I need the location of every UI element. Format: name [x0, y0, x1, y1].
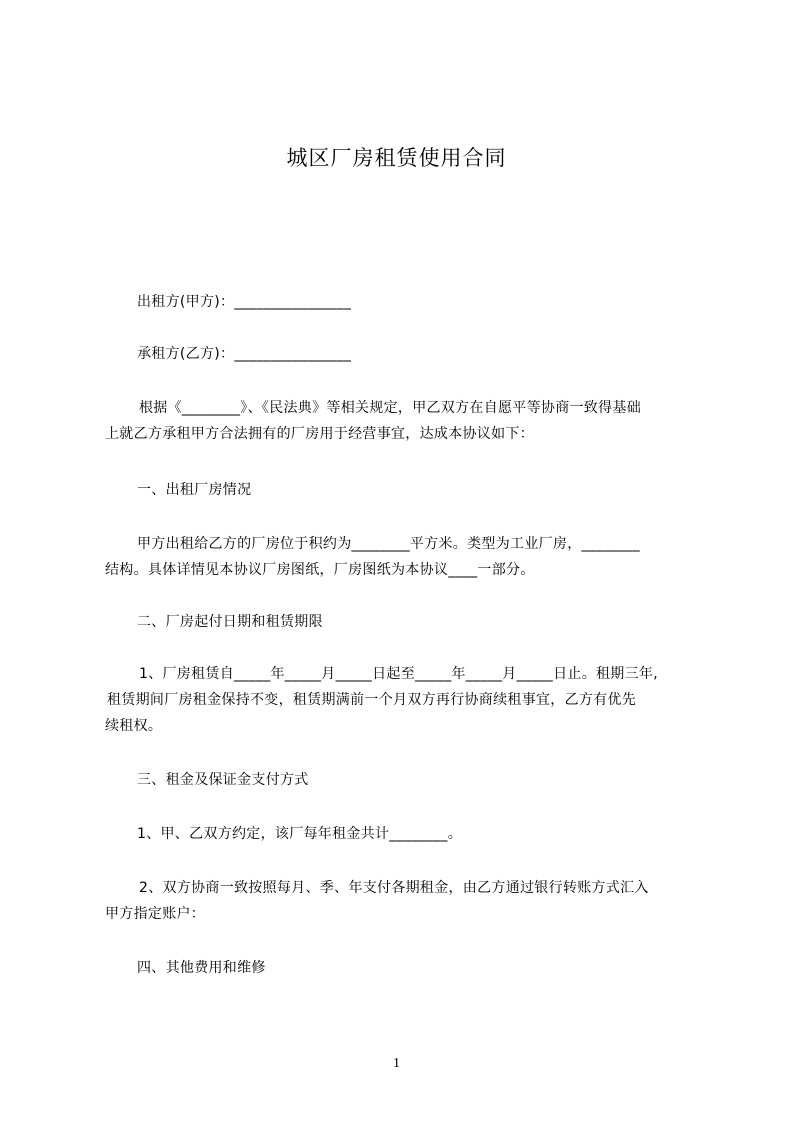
section-1-paragraph-line-2: 结构。具体详情见本协议厂房图纸，厂房图纸为本协议____一部分。 [105, 562, 535, 578]
section-3-paragraph-2-line-2: 甲方指定账户： [105, 906, 206, 922]
section-1-heading: 一、出租厂房情况 [137, 482, 252, 498]
page-number: 1 [393, 1056, 400, 1071]
section-2-heading: 二、厂房起付日期和租赁期限 [137, 614, 323, 630]
party-a-line: 出租方(甲方)：________________ [137, 294, 352, 310]
section-2-paragraph-line-2: 租赁期间厂房租金保持不变，租赁期满前一个月双方再行协商续租事宜，乙方有优先 [107, 692, 637, 708]
intro-paragraph-line-2: 上就乙方承租甲方合法拥有的厂房用于经营事宜，达成本协议如下： [105, 426, 534, 442]
section-2-paragraph-line-1: 1、厂房租赁自_____年_____月_____日起至_____年_____月_____日止。租期三年, [139, 666, 658, 682]
section-2-paragraph-line-3: 续租权。 [105, 718, 163, 734]
section-3-paragraph-1: 1、甲、乙双方约定，该厂每年租金共计________。 [137, 826, 463, 842]
section-3-paragraph-2-line-1: 2、双方协商一致按照每月、季、年支付各期租金，由乙方通过银行转账方式汇入 [139, 880, 649, 896]
party-b-line: 承租方(乙方)：________________ [137, 346, 352, 362]
document-title: 城区厂房租赁使用合同 [286, 146, 507, 170]
section-1-paragraph-line-1: 甲方出租给乙方的厂房位于积约为________平方米。类型为工业厂房，________ [137, 536, 640, 552]
intro-paragraph-line-1: 根据《________》、《民法典》等相关规定，甲乙双方在自愿平等协商一致得基础 [139, 400, 641, 416]
section-4-heading: 四、其他费用和维修 [137, 960, 266, 976]
section-3-heading: 三、租金及保证金支付方式 [137, 772, 309, 788]
